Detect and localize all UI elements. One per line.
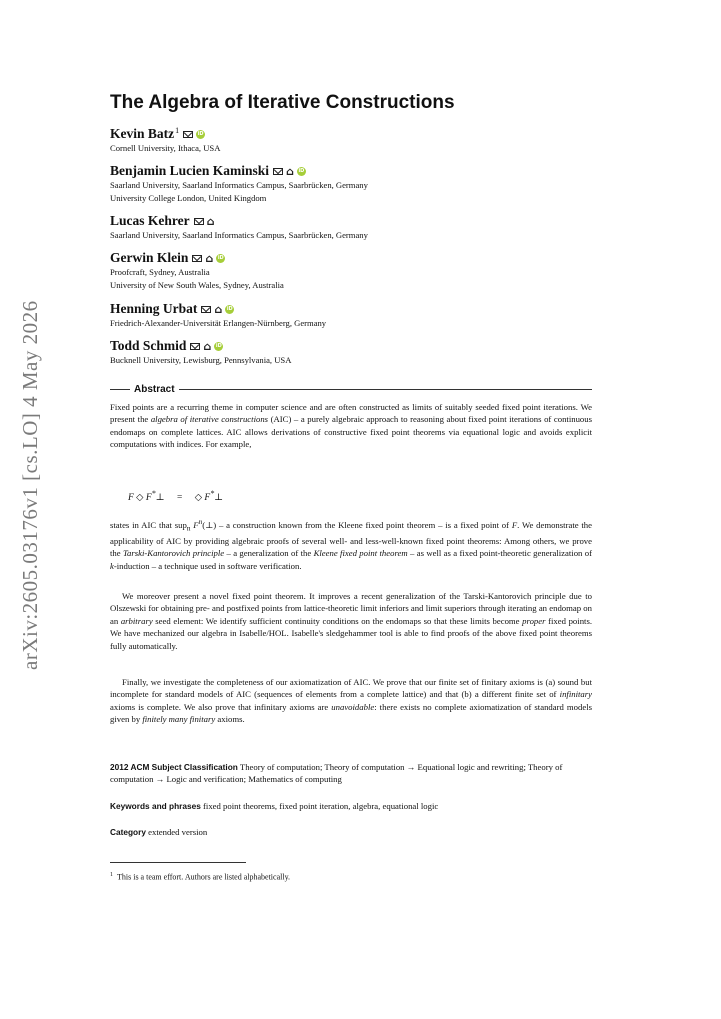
author-block (110, 126, 220, 155)
abstract-rule-right (179, 389, 592, 390)
author-block (110, 250, 284, 291)
category-label: Category (110, 827, 146, 837)
home-icon[interactable]: ⌂ (214, 302, 223, 316)
abstract-paragraph-3: We moreover present a novel fixed point theorem. It improves a recent generalization of the Tarski-Kantorovich principle due to Olszewski for obtaining pre- and postfixed points from lattice-theoretic limit inferiors and limit superiors through iterating an endomap on an arbitrary seed element: We identify sufficient continuity conditions on the endomaps so that these limits become proper fixed points. We have mechanized our algebra in Isabelle/HOL. Isabelle's sledgehammer tool is able to find proofs of the above fixed point theorems fully automatically. (110, 591, 592, 651)
home-icon[interactable]: ⌂ (203, 339, 212, 353)
abstract-label: Abstract (134, 383, 175, 395)
author-name: Henning Urbat (110, 301, 198, 316)
mail-icon[interactable] (190, 343, 200, 350)
home-icon[interactable]: ⌂ (206, 214, 215, 228)
mail-icon[interactable] (201, 306, 211, 313)
mail-icon[interactable] (273, 168, 283, 175)
author-name-line (110, 126, 220, 142)
footnote-mark: 1 (110, 872, 113, 878)
orcid-icon[interactable]: iD (217, 254, 224, 261)
author-affiliation: Friedrich-Alexander-Universität Erlangen-Nürnberg, Germany (110, 318, 327, 328)
author-affiliation: Proofcraft, Sydney, Australia (110, 267, 210, 277)
abstract-paragraph-1: Fixed points are a recurring theme in computer science and are often constructed as limits of suitably seeded fixed point iterations. We present the algebra of iterative constructions (AIC) – a purely algebraic approach to reasoning about fixed point iterations of continuous endomaps on complete lattices. AIC allows derivations of constructive fixed point theorems via equational logic and avoids explicit computations with indices. For example, (110, 402, 592, 450)
abstract-paragraph-2: states in AIC that sup$_n$ $F^n(\perp)$ – a construction known from the Kleene fixed point theorem – is a fixed point of F. We demonstrate the applicability of AIC by providing algebraic proofs of several well- and less-well-known fixed point theorems: Among others, we prove the Tarski-Kantorovich principle – a generalization of the Kleene fixed point theorem – as well as a fixed point-theoretic generalization of k-induction – a technique used in software verification. (110, 518, 593, 571)
mail-icon[interactable] (183, 131, 193, 138)
category-text: extended version (148, 827, 208, 837)
author-name-line (110, 213, 368, 229)
author-block (110, 338, 291, 367)
author-name: Gerwin Klein (110, 250, 189, 265)
orcid-icon[interactable]: iD (298, 167, 305, 174)
mail-icon[interactable] (194, 218, 204, 225)
author-footnote-mark: 1 (175, 126, 180, 135)
author-block (110, 163, 368, 204)
keywords (110, 800, 592, 812)
author-name: Kevin Batz (110, 126, 175, 141)
author-affiliation: Saarland University, Saarland Informatics Campus, Saarbrücken, Germany (110, 180, 368, 190)
author-name: Lucas Kehrer (110, 213, 190, 228)
author-name-line (110, 338, 291, 354)
orcid-icon[interactable]: iD (226, 305, 233, 312)
author-affiliation: Cornell University, Ithaca, USA (110, 143, 221, 153)
footnote-rule (110, 862, 246, 863)
orcid-icon[interactable]: iD (197, 130, 204, 137)
keywords-text: fixed point theorems, fixed point iteration, algebra, equational logic (203, 801, 439, 811)
abstract-rule-left (110, 389, 130, 390)
footnote (110, 872, 290, 882)
author-affiliation: Saarland University, Saarland Informatics Campus, Saarbrücken, Germany (110, 230, 368, 240)
abstract-equation: F ◇ F*⊥ = ◇ F*⊥ (128, 489, 224, 504)
home-icon[interactable]: ⌂ (286, 164, 294, 178)
author-block (110, 301, 326, 330)
category (110, 826, 592, 838)
author-name-line (110, 301, 326, 317)
author-block (110, 213, 368, 242)
author-name: Benjamin Lucien Kaminski (110, 163, 270, 178)
orcid-icon[interactable]: iD (215, 342, 222, 349)
arxiv-identifier: arXiv:2605.03176v1 [cs.LO] 4 May 2026 (18, 300, 42, 670)
mail-icon[interactable] (192, 255, 202, 262)
acm-text: Theory of computation; Theory of computation → Equational logic and rewriting; Theory of computation → Logic and verification; Mathematics of computing (110, 762, 563, 785)
author-affiliation: University of New South Wales, Sydney, Australia (110, 279, 284, 290)
author-affiliation: Bucknell University, Lewisburg, Pennsylvania, USA (110, 355, 292, 365)
acm-label: 2012 ACM Subject Classification (110, 762, 238, 772)
author-name-line (110, 163, 368, 179)
abstract-heading (110, 383, 592, 395)
paper-title: The Algebra of Iterative Constructions (110, 92, 455, 113)
author-name: Todd Schmid (110, 338, 187, 353)
acm-classification (110, 761, 592, 786)
footnote-text: This is a team effort. Authors are listed alphabetically. (117, 872, 291, 882)
abstract-paragraph-4: Finally, we investigate the completeness of our axiomatization of AIC. We prove that our finite set of finitary axioms is (a) sound but incomplete for standard models of AIC (sequences of elements from a complete lattice) and that (b) a different finite set of infinitary axioms is complete. We also prove that infinitary axioms are unavoidable: there exists no complete axiomatization of standard models given by finitely many finitary axioms. (110, 677, 592, 725)
home-icon[interactable]: ⌂ (205, 251, 214, 265)
author-affiliation: University College London, United Kingdom (110, 192, 267, 203)
author-name-line (110, 250, 284, 266)
keywords-label: Keywords and phrases (110, 801, 201, 811)
